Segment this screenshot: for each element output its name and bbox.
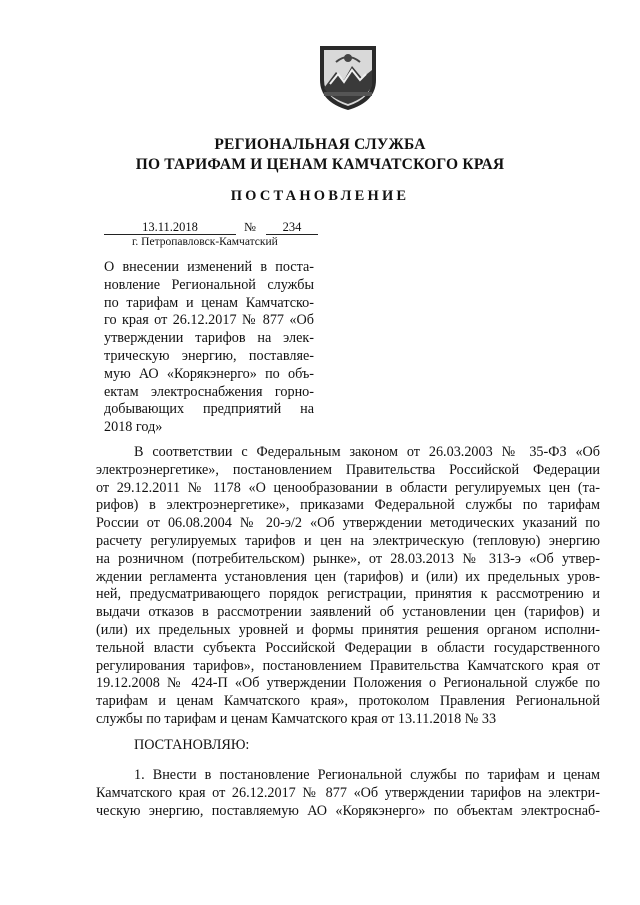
body-line: В соответствии с Федеральным законом от 26.03.2003 № 35-ФЗ «Об	[134, 444, 600, 460]
subject-line: мую АО «Корякэнерго» по объ-	[104, 365, 314, 382]
number-sign: №	[244, 220, 256, 234]
body-line: службы по тарифам и ценам Камчатского края от 13.11.2018 № 33	[96, 710, 497, 727]
body-line: расчету регулируемых тарифов и цен на электрическую (тепловую) энергию	[96, 532, 600, 549]
subject-line: новление Региональной службы	[104, 276, 314, 293]
body-line: 19.12.2008 № 424-П «Об утверждении Положения о Региональной службе по	[96, 675, 600, 692]
item-line: Камчатского края от 26.12.2017 № 877 «Об утверждении тарифов на электри-	[96, 784, 600, 801]
body-line: тарифам и ценам Камчатского края», протоколом Правления Региональной	[96, 693, 600, 710]
subject-line: по тарифам и ценам Камчатско-	[104, 294, 314, 311]
document-number: 234	[266, 220, 318, 235]
coat-of-arms-icon	[316, 40, 380, 112]
subject-line: го края от 26.12.2017 № 877 «Об	[104, 312, 314, 329]
organization-name-line-2: ПО ТАРИФАМ И ЦЕНАМ КАМЧАТСКОГО КРАЯ	[135, 156, 505, 173]
document-city: г. Петропавловск-Камчатский	[132, 236, 278, 248]
subject-line: 2018 год»	[104, 419, 163, 436]
body-line: от 29.12.2011 № 1178 «О ценообразовании в области регулируемых цен (та-	[96, 479, 600, 496]
body-line: выдачи отказов в рассмотрении заявлений об установлении цен (тарифов) и	[96, 604, 600, 621]
document-date: 13.11.2018	[104, 220, 236, 235]
body-line: рифов) в электроэнергетике», приказами Федеральной службы по тарифам	[96, 497, 600, 514]
subject-line: О внесении изменений в поста-	[104, 259, 314, 275]
body-line: ней, предусматривающего порядок регистрации, принятия к рассмотрению и	[96, 586, 600, 603]
subject-line: ектам электроснабжения горно-	[104, 383, 314, 400]
document-type: ПОСТАНОВЛЕНИЕ	[230, 188, 410, 204]
item-1-paragraph	[96, 767, 600, 820]
subject-line: трическую энергию, поставляе-	[104, 347, 314, 364]
decree-word: ПОСТАНОВЛЯЮ:	[134, 737, 250, 753]
body-line: на розничном (потребительском) рынке», от 28.03.2013 № 313-э «Об утвер-	[96, 550, 600, 567]
document-subject	[104, 259, 314, 437]
body-line: регулирования тарифов», постановлением Правительства Камчатского края от	[96, 657, 600, 674]
body-line: (или) их предельных уровней и формы принятия решения органом исполни-	[96, 621, 600, 638]
item-line: ческую энергию, поставляемую АО «Корякэнерго» по объектам электроснаб-	[96, 802, 600, 819]
preamble-paragraph	[96, 444, 600, 729]
subject-line: утверждении тарифов на элек-	[104, 330, 314, 347]
body-line: России от 06.08.2004 № 20-э/2 «Об утверждении методических указаний по	[96, 515, 600, 532]
body-line: ждении регламента установления цен (тарифов) и (или) их предельных уров-	[96, 568, 600, 585]
body-line: тельной власти субъекта Российской Федерации в области государственного	[96, 639, 600, 656]
subject-line: добывающих предприятий на	[104, 401, 314, 418]
organization-name-line-1: РЕГИОНАЛЬНАЯ СЛУЖБА	[214, 136, 426, 153]
body-line: электроэнергетике», постановлением Правительства Российской Федерации	[96, 461, 600, 478]
item-line: 1. Внести в постановление Региональной службы по тарифам и ценам	[134, 767, 600, 783]
